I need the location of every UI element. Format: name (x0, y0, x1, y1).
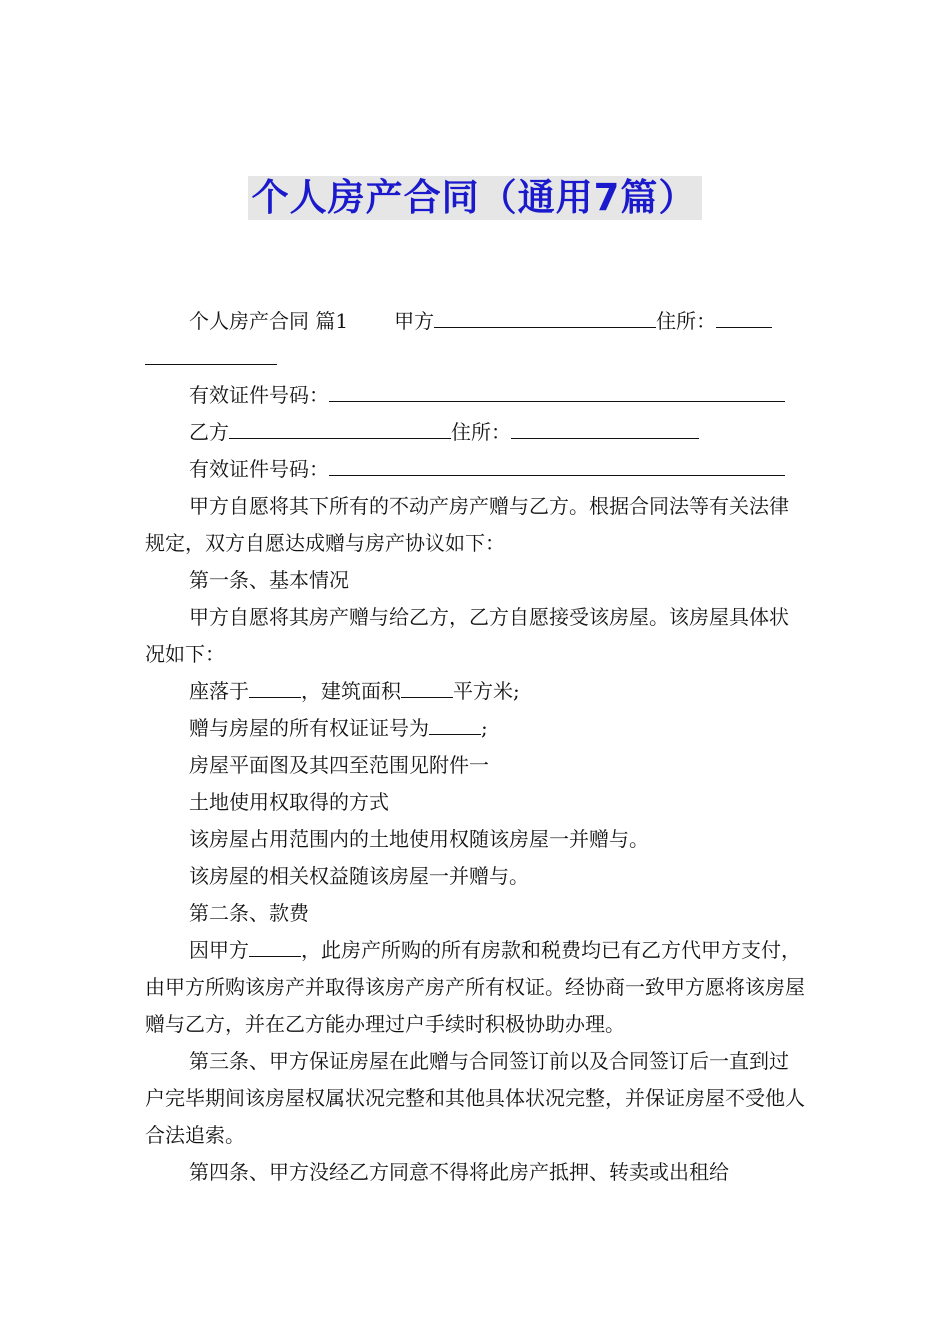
party-b-blank (229, 416, 451, 439)
location-mid: ，建筑面积 (301, 679, 401, 703)
document-title: 个人房产合同（通用7篇） (248, 176, 703, 220)
party-a-address-blank-cont (145, 342, 277, 365)
article-2-title: 第二条、款费 (189, 901, 309, 925)
location-suffix: 平方米; (453, 679, 520, 703)
land-method-text: 土地使用权取得的方式 (189, 790, 389, 814)
location-line (145, 673, 805, 710)
article-2-body: ，此房产所购的所有房款和税费均已有乙方代甲方支付，由甲方所购该房产并取得该房产房产所有权证。经协商一致甲方愿将该房屋赠与乙方，并在乙方能办理过户手续时积极协助办理。 (145, 938, 805, 1036)
article-1-text: 甲方自愿将其房产赠与给乙方，乙方自愿接受该房屋。该房屋具体状况如下： (145, 605, 789, 666)
party-b-address-label: 住所： (451, 420, 511, 444)
floor-plan-text: 房屋平面图及其四至范围见附件一 (189, 753, 489, 777)
party-b-line (145, 414, 805, 451)
party-a-id-line (145, 377, 805, 414)
location-prefix: 座落于 (189, 679, 249, 703)
article-4-text: 第四条、甲方没经乙方同意不得将此房产抵押、转卖或出租给 (189, 1160, 729, 1184)
article-2-prefix: 因甲方 (189, 938, 249, 962)
rights-text: 该房屋的相关权益随该房屋一并赠与。 (189, 864, 529, 888)
party-b-address-blank (511, 416, 699, 439)
party-b-label: 乙方 (189, 420, 229, 444)
party-a-address-label: 住所： (656, 309, 717, 333)
certificate-prefix: 赠与房屋的所有权证证号为 (189, 716, 429, 740)
party-a-label: 甲方 (394, 309, 435, 333)
certificate-blank (429, 712, 481, 735)
document-body (145, 303, 805, 1191)
party-b-id-blank (329, 453, 785, 476)
party-a-blank (434, 305, 656, 328)
land-use-text: 该房屋占用范围内的土地使用权随该房屋一并赠与。 (189, 827, 649, 851)
party-b-id-label: 有效证件号码： (189, 457, 329, 481)
party-a-address-blank (716, 305, 772, 328)
address-continuation-line (145, 340, 805, 377)
certificate-suffix: ; (481, 716, 488, 740)
certificate-line (145, 710, 805, 747)
area-blank (401, 675, 453, 698)
article-2-blank (249, 934, 301, 957)
contract-heading: 个人房产合同 篇1 (189, 309, 349, 333)
intro-paragraph: 甲方自愿将其下所有的不动产房产赠与乙方。根据合同法等有关法律规定，双方自愿达成赠与房产协议如下： (145, 494, 789, 555)
header-line (145, 303, 805, 340)
party-a-id-blank (329, 379, 785, 402)
party-a-id-label: 有效证件号码： (189, 383, 329, 407)
party-b-id-line (145, 451, 805, 488)
title-container (0, 176, 950, 220)
article-2-text (145, 932, 805, 1043)
article-1-title: 第一条、基本情况 (189, 568, 349, 592)
location-blank (249, 675, 301, 698)
article-3-text: 第三条、甲方保证房屋在此赠与合同签订前以及合同签订后一直到过户完毕期间该房屋权属状况完整和其他具体状况完整，并保证房屋不受他人合法追索。 (145, 1049, 805, 1147)
